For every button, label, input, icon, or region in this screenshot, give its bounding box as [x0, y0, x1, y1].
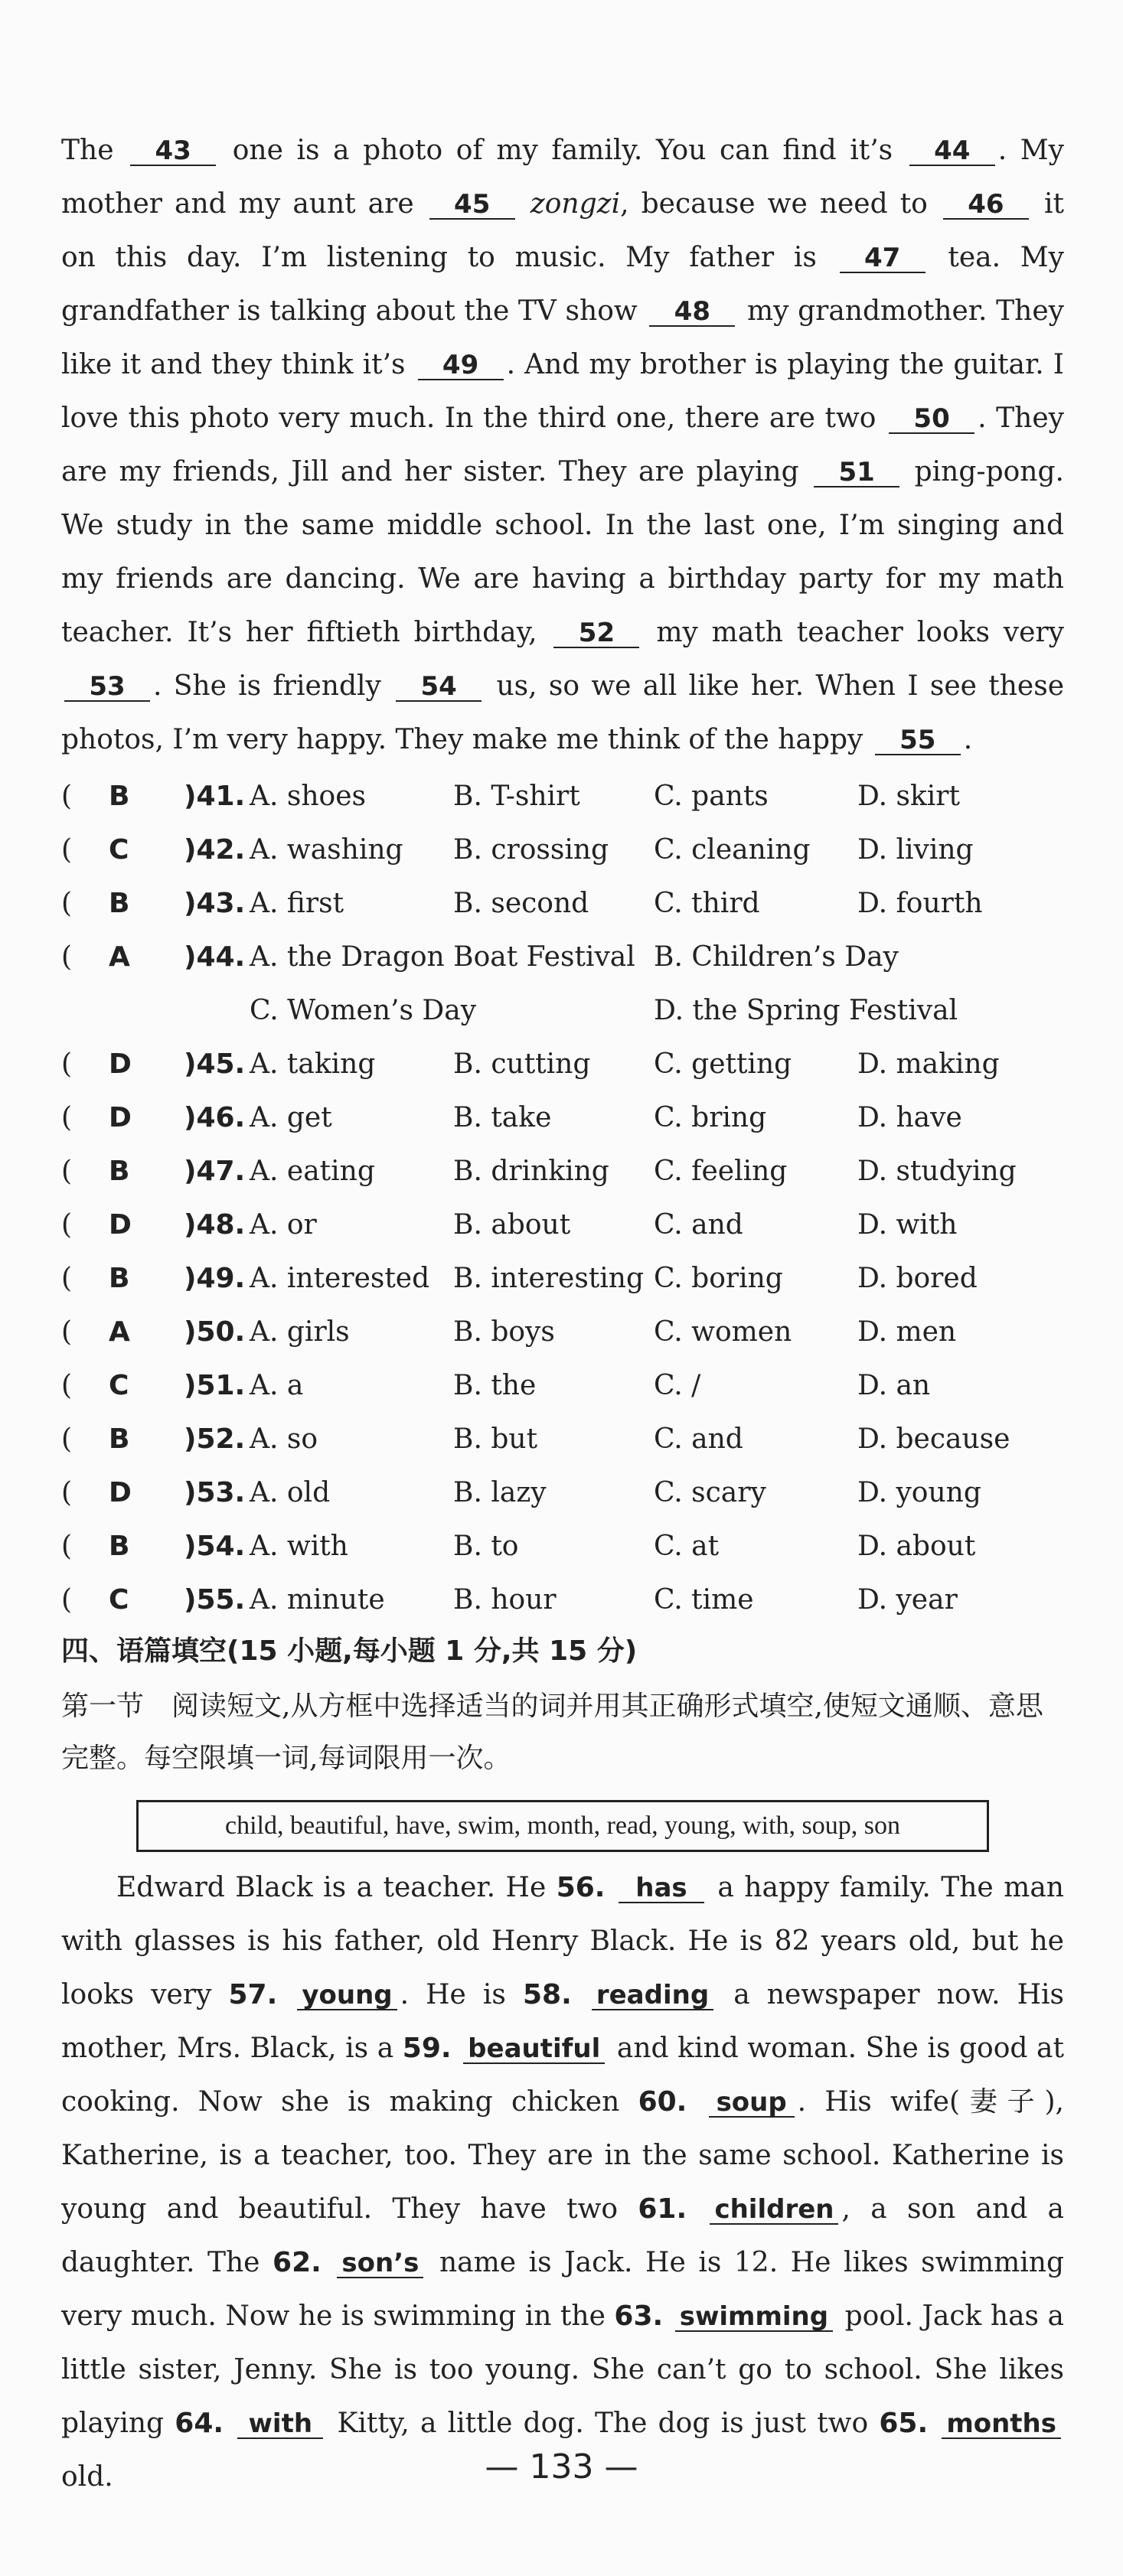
open-paren: (	[61, 834, 73, 866]
option-c: C. women	[654, 1316, 792, 1348]
answer-letter: C	[109, 1370, 129, 1401]
option-b: B. second	[453, 888, 589, 919]
option-c: C. scary	[654, 1477, 766, 1508]
blank-53: 53	[64, 673, 150, 702]
open-paren: (	[61, 1102, 73, 1133]
question-number: )49.	[184, 1263, 246, 1294]
passage-text: old.	[61, 2461, 113, 2493]
option-c: C. third	[654, 888, 760, 919]
section-heading: 四、语篇填空(15 小题,每小题 1 分,共 15 分)	[61, 1635, 638, 1667]
answer-58: reading	[592, 1981, 713, 2010]
passage-text: one is a photo of my family. You can find it’s	[232, 135, 893, 166]
blank-number: 57.	[228, 1979, 278, 2010]
option-a: A. old	[250, 1477, 331, 1508]
question-number: )55.	[184, 1584, 246, 1616]
question-row-49	[61, 1252, 1079, 1306]
option-d: D. men	[857, 1316, 957, 1348]
answer-56: has	[619, 1874, 704, 1903]
answer-letter: B	[109, 888, 130, 919]
option-b: B. take	[453, 1102, 552, 1133]
question-number: )43.	[184, 888, 246, 919]
option-a: A. the Dragon Boat Festival	[250, 941, 635, 973]
option-b: B. to	[453, 1531, 519, 1562]
answer-letter: A	[109, 941, 130, 973]
blank-52: 52	[553, 619, 639, 648]
question-number: )41.	[184, 781, 246, 812]
option-d: D. have	[857, 1102, 962, 1133]
question-number: )46.	[184, 1102, 246, 1133]
question-row-50	[61, 1306, 1079, 1359]
blank-number: 65.	[879, 2408, 929, 2439]
blank-44: 44	[909, 137, 995, 166]
option-d: D. an	[857, 1370, 931, 1401]
open-paren: (	[61, 1316, 73, 1348]
question-row-47	[61, 1145, 1079, 1198]
open-paren: (	[61, 1423, 73, 1455]
question-number: )51.	[184, 1370, 246, 1401]
open-paren: (	[61, 1584, 73, 1616]
answer-letter: A	[109, 1316, 130, 1348]
passage-text: . They are my friends, Jill and her sister. They are playing	[61, 403, 1064, 487]
open-paren: (	[61, 941, 73, 973]
blank-55: 55	[875, 726, 961, 755]
passage-text: , a son and a daughter. The	[61, 2193, 1065, 2278]
answer-61: children	[710, 2196, 838, 2225]
blank-43: 43	[130, 137, 216, 166]
passage-text: my grandmother. They like it and they think it’s	[61, 295, 1064, 380]
question-number: )53.	[184, 1477, 246, 1508]
open-paren: (	[61, 1263, 73, 1294]
option-c: C. and	[654, 1423, 743, 1455]
option-a: A. interested	[250, 1263, 430, 1294]
passage-text: Kitty, a little dog. The dog is just two	[337, 2408, 869, 2439]
question-row-43	[61, 877, 1079, 931]
blank-number: 56.	[556, 1872, 606, 1903]
option-b: B. lazy	[453, 1477, 547, 1508]
answer-letter: D	[109, 1477, 132, 1508]
question-row-53	[61, 1466, 1079, 1520]
blank-number: 59.	[402, 2033, 452, 2064]
passage-text: a newspaper now. His mother, Mrs. Black, is a	[61, 1979, 1064, 2064]
answer-letter: B	[109, 781, 130, 812]
option-d: D. young	[857, 1477, 981, 1508]
answer-letter: D	[109, 1102, 132, 1133]
open-paren: (	[61, 1531, 73, 1562]
option-d: D. with	[857, 1209, 958, 1241]
blank-number: 58.	[523, 1979, 572, 2010]
option-a: A. washing	[250, 834, 403, 866]
question-row-46	[61, 1091, 1079, 1145]
passage-text: us, so we all like her. When I see these photos, I’m very happy. They make me think of the happy	[61, 670, 1064, 755]
answer-63: swimming	[675, 2303, 833, 2332]
open-paren: (	[61, 1209, 73, 1241]
option-d: D. the Spring Festival	[654, 995, 958, 1026]
passage-text: name is Jack. He is 12. He likes swimming very much. Now he is swimming in the	[61, 2247, 1064, 2332]
question-row-52	[61, 1413, 1079, 1466]
option-c: C. and	[654, 1209, 743, 1241]
question-number: )52.	[184, 1423, 246, 1455]
passage-text: The	[61, 135, 114, 166]
passage-text: . He is	[400, 1979, 506, 2010]
blank-number: 62.	[273, 2247, 322, 2278]
passage-text: . And my brother is playing the guitar. I love this photo very much. In the third one, there are two	[61, 349, 1064, 434]
blank-51: 51	[814, 458, 899, 487]
option-d: D. studying	[857, 1156, 1017, 1187]
option-c: C. time	[654, 1584, 754, 1616]
answer-59: beautiful	[463, 2035, 605, 2064]
question-row-45	[61, 1038, 1079, 1091]
option-a: A. or	[250, 1209, 317, 1241]
blank-number: 61.	[638, 2193, 687, 2225]
option-a: A. taking	[250, 1048, 376, 1080]
passage-text: . My mother and my aunt are	[61, 135, 1064, 220]
option-c: C. at	[654, 1531, 720, 1562]
question-row-44-cont	[61, 984, 1079, 1038]
option-d: D. about	[857, 1531, 976, 1562]
blank-45: 45	[429, 191, 515, 220]
passage-text: tea. My grandfather is talking about the TV show	[61, 242, 1064, 327]
fill-in-passage	[61, 1861, 1064, 2504]
answer-60: soup	[709, 2089, 795, 2118]
passage-text: a happy family. The man with glasses is his father, old Henry Black. He is 82 years old, but he looks very	[61, 1872, 1064, 2010]
passage-text: and kind woman. She is good at cooking. Now she is making chicken	[61, 2033, 1064, 2118]
question-row-51	[61, 1359, 1079, 1413]
option-a: A. get	[250, 1102, 332, 1133]
answer-letter: D	[109, 1048, 132, 1080]
answer-65: months	[942, 2410, 1061, 2439]
options-list	[61, 770, 1079, 1627]
open-paren: (	[61, 1370, 73, 1401]
question-row-42	[61, 823, 1079, 877]
passage-text: my math teacher looks very	[656, 617, 1064, 648]
answer-letter: B	[109, 1263, 130, 1294]
blank-number: 60.	[638, 2086, 687, 2118]
option-c: C. Women’s Day	[250, 995, 477, 1026]
open-paren: (	[61, 1156, 73, 1187]
blank-47: 47	[840, 244, 925, 273]
question-row-44	[61, 931, 1079, 984]
question-row-55	[61, 1573, 1079, 1627]
option-b: B. but	[453, 1423, 538, 1455]
option-b: B. cutting	[453, 1048, 591, 1080]
option-c: C. getting	[654, 1048, 792, 1080]
answer-62: son’s	[337, 2249, 423, 2278]
option-d: D. making	[857, 1048, 1000, 1080]
open-paren: (	[61, 1048, 73, 1080]
open-paren: (	[61, 1477, 73, 1508]
option-b: B. the	[453, 1370, 537, 1401]
option-a: A. minute	[250, 1584, 385, 1616]
open-paren: (	[61, 888, 73, 919]
option-b: B. T-shirt	[453, 781, 580, 812]
zongzi-term: zongzi	[530, 188, 621, 220]
question-number: )44.	[184, 941, 246, 973]
option-a: A. girls	[250, 1316, 350, 1348]
option-c: C. bring	[654, 1102, 767, 1133]
page-number: — 133 —	[485, 2447, 638, 2486]
option-a: A. shoes	[250, 781, 366, 812]
option-d: D. living	[857, 834, 974, 866]
passage-text: pool. Jack has a little sister, Jenny. She is too young. She can’t go to school. She likes playing	[61, 2300, 1064, 2439]
option-a: A. with	[250, 1531, 348, 1562]
option-d: D. because	[857, 1423, 1010, 1455]
option-a: A. first	[250, 888, 344, 919]
option-b: B. boys	[453, 1316, 555, 1348]
passage-text: . She is friendly	[153, 670, 381, 702]
blank-46: 46	[943, 191, 1029, 220]
section-instruction: 第一节 阅读短文,从方框中选择适当的词并用其正确形式填空,使短文通顺、意思完整。每空限填一词,每词限用一次。	[61, 1691, 1043, 1774]
blank-48: 48	[649, 298, 735, 327]
option-d: D. bored	[857, 1263, 978, 1294]
option-b: B. about	[453, 1209, 571, 1241]
answer-letter: B	[109, 1156, 130, 1187]
blank-54: 54	[396, 673, 482, 702]
cloze-passage	[61, 124, 1064, 767]
option-c: C. /	[654, 1370, 701, 1401]
answer-letter: B	[109, 1531, 130, 1562]
passage-text: , because we need to	[620, 188, 928, 220]
question-row-41	[61, 770, 1079, 823]
question-row-54	[61, 1520, 1079, 1573]
answer-57: young	[297, 1981, 397, 2010]
option-b: B. crossing	[453, 834, 609, 866]
word-bank-box: child, beautiful, have, swim, month, read, young, with, soup, son	[136, 1800, 989, 1852]
question-number: )42.	[184, 834, 246, 866]
option-d: D. skirt	[857, 781, 960, 812]
option-c: C. feeling	[654, 1156, 788, 1187]
answer-64: with	[237, 2410, 323, 2439]
option-b: B. hour	[453, 1584, 557, 1616]
option-c: C. boring	[654, 1263, 783, 1294]
question-number: )47.	[184, 1156, 246, 1187]
option-a: A. eating	[250, 1156, 375, 1187]
blank-49: 49	[418, 351, 504, 380]
passage-text: .	[963, 724, 973, 755]
answer-letter: C	[109, 1584, 129, 1616]
option-c: C. cleaning	[654, 834, 811, 866]
option-b: B. interesting	[453, 1263, 645, 1294]
passage-text: ping-pong. We study in the same middle school. In the last one, I’m singing and my friends are dancing. We are having a birthday party for my math teacher. It’s her fiftieth birthday,	[61, 456, 1064, 648]
passage-text: it on this day. I’m listening to music. My father is	[61, 188, 1064, 273]
open-paren: (	[61, 781, 73, 812]
question-row-48	[61, 1198, 1079, 1252]
option-b: B. drinking	[453, 1156, 609, 1187]
blank-number: 63.	[614, 2300, 664, 2332]
answer-letter: D	[109, 1209, 132, 1241]
option-d: D. fourth	[857, 888, 983, 919]
option-d: D. year	[857, 1584, 958, 1616]
option-b: B. Children’s Day	[654, 941, 899, 973]
passage-text: Edward Black is a teacher. He	[116, 1872, 547, 1903]
question-number: )50.	[184, 1316, 246, 1348]
question-number: )45.	[184, 1048, 246, 1080]
question-number: )54.	[184, 1531, 246, 1562]
question-number: )48.	[184, 1209, 246, 1241]
blank-number: 64.	[175, 2408, 224, 2439]
answer-letter: C	[109, 834, 129, 866]
answer-letter: B	[109, 1423, 130, 1455]
passage-text: . His wife(妻子), Katherine, is a teacher, too. They are in the same school. Katherine is young and beautiful. They have two	[61, 2086, 1064, 2225]
option-a: A. so	[250, 1423, 318, 1455]
option-c: C. pants	[654, 781, 769, 812]
blank-50: 50	[889, 405, 974, 434]
option-a: A. a	[250, 1370, 304, 1401]
